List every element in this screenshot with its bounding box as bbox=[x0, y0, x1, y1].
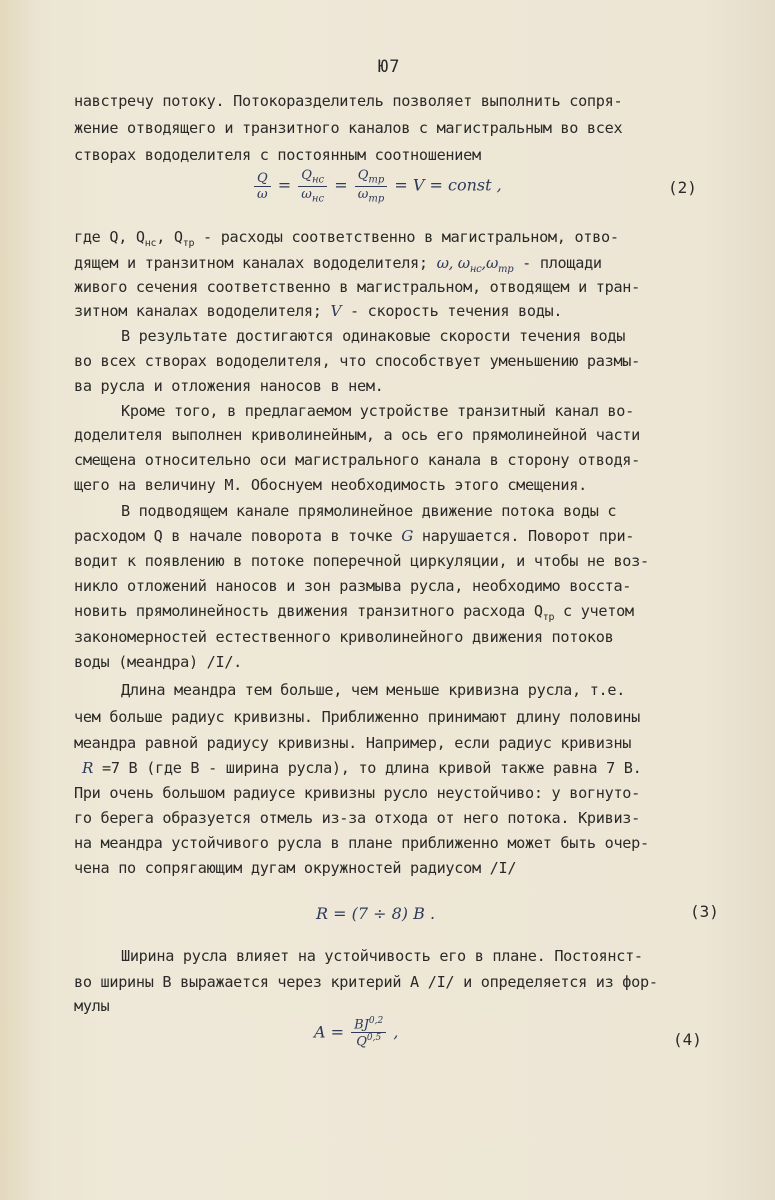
text-line: закономерностей естественного криволинейного движения потоков bbox=[74, 628, 614, 646]
text-line: В подводящем канале прямолинейное движение потока воды с bbox=[121, 502, 617, 520]
text-line: мулы bbox=[74, 997, 110, 1015]
text-line: Кроме того, в предлагаемом устройстве транзитный канал во- bbox=[121, 402, 634, 420]
text-line: Ширина русла влияет на устойчивость его в плане. Постоянст- bbox=[121, 947, 643, 965]
equation-2: $\frac{Q}{\omega}$ = $\frac{Q_{нс}}{\omega_{нс}}$ = $\frac{Q_{тр}}{\omega_{тр}}$ = V = const , bbox=[252, 168, 502, 204]
page-number: Ю7 bbox=[378, 57, 401, 77]
fraction-q-omega: $\frac{Q}{\omega}$ bbox=[254, 171, 271, 202]
text-line: створах вододелителя с постоянным соотношением bbox=[74, 146, 481, 164]
text-line: Длина меандра тем больше, чем меньше кривизна русла, т.е. bbox=[121, 681, 626, 699]
text-line: воды (меандра) /I/. bbox=[74, 653, 243, 671]
text-line: смещена относительно оси магистрального канала в сторону отводя- bbox=[74, 451, 640, 469]
text-line: доделителя выполнен криволинейным, а ось его прямолинейной части bbox=[74, 426, 640, 444]
fraction-bj-q: $\frac{BJ^{0,2}}{Q^{0,5}}$ bbox=[351, 1016, 386, 1050]
text-line: чена по сопрягающим дугам окружностей радиусом /I/ bbox=[74, 859, 517, 877]
equation-3: R = (7 ÷ 8) B . bbox=[316, 904, 436, 923]
text-line: го берега образуется отмель из-за отхода от него потока. Кривиз- bbox=[74, 809, 640, 827]
equation-number-4: (4) bbox=[673, 1030, 702, 1049]
equation-4: A = $\frac{BJ^{0,2}}{Q^{0,5}}$ , bbox=[314, 1016, 399, 1050]
text-line: живого сечения соответственно в магистральном, отводящем и тран- bbox=[74, 278, 640, 296]
text-line: R =7 В (где В - ширина русла), то длина кривой также равна 7 В. bbox=[82, 759, 642, 777]
text-line: новить прямолинейность движения транзитного расхода $Q_{тр}$ с учетом bbox=[74, 602, 634, 624]
text-line: жение отводящего и транзитного каналов с магистральным во всех bbox=[74, 119, 623, 137]
equation-number-2: (2) bbox=[668, 178, 697, 197]
text-line: водит к появлению в потоке поперечной циркуляции, и чтобы не воз- bbox=[74, 552, 649, 570]
text-line: расходом Q в начале поворота в точке G нарушается. Поворот при- bbox=[74, 527, 635, 545]
fraction-qnc-omeganc: $\frac{Q_{нс}}{\omega_{нс}}$ bbox=[298, 168, 327, 204]
text-line: на меандра устойчивого русла в плане приближенно может быть очер- bbox=[74, 834, 649, 852]
text-line: меандра равной радиусу кривизны. Например, если радиус кривизны bbox=[74, 734, 632, 752]
fraction-qtr-omegatr: $\frac{Q_{тр}}{\omega_{тр}}$ bbox=[355, 168, 388, 204]
text-line: никло отложений наносов и зон размыва русла, необходимо восста- bbox=[74, 577, 632, 595]
text-line: щего на величину М. Обоснуем необходимость этого смещения. bbox=[74, 476, 587, 494]
text-line: навстречу потоку. Потокоразделитель позволяет выполнить сопря- bbox=[74, 92, 623, 110]
text-line: во всех створах вододелителя, что способствует уменьшению размы- bbox=[74, 352, 640, 370]
equation-number-3: (3) bbox=[690, 902, 719, 921]
text-line: где Q, $Q_{нс}$, $Q_{тр}$ - расходы соответственно в магистральном, отво- bbox=[74, 228, 619, 250]
text-line: При очень большом радиусе кривизны русло неустойчиво: у вогнуто- bbox=[74, 784, 640, 802]
text-line: чем больше радиус кривизны. Приближенно принимают длину половины bbox=[74, 708, 640, 726]
text-line: дящем и транзитном каналах вододелителя; ω, $\omega_{нс},\omega_{тр}$ - площади bbox=[74, 254, 602, 276]
text-line: ва русла и отложения наносов в нем. bbox=[74, 377, 384, 395]
text-line: во ширины В выражается через критерий А /I/ и определяется из фор- bbox=[74, 973, 658, 991]
text-line: зитном каналах вододелителя; V - скорость течения воды. bbox=[74, 302, 563, 320]
text-line: В результате достигаются одинаковые скорости течения воды bbox=[121, 327, 626, 345]
